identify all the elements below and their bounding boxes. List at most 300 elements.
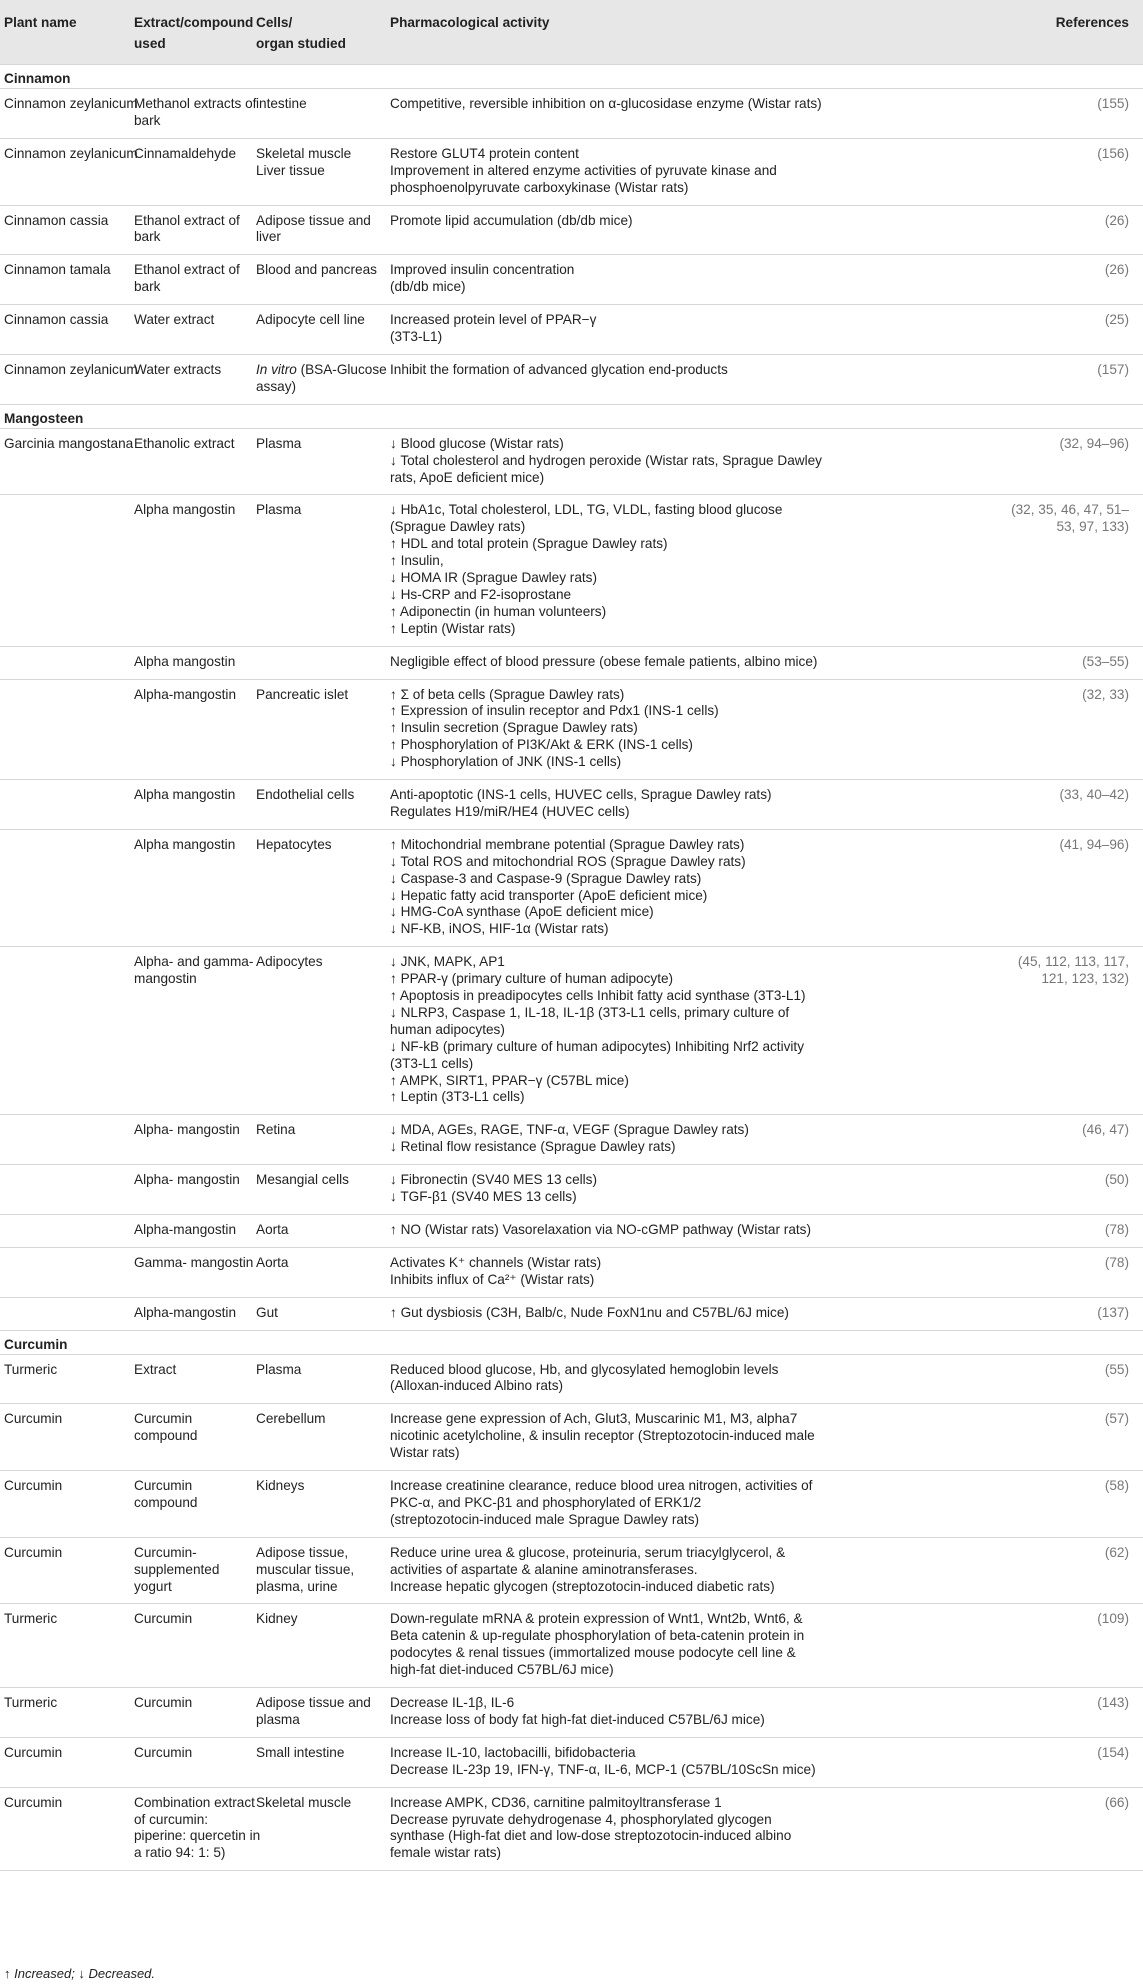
cell-organ [256,213,371,247]
cell-extract [134,1362,176,1379]
cell-line: ↓ Hs-CRP and F2-isoprostane [390,586,572,602]
cell-extract [134,1222,236,1239]
header-cells: Cells/ organ studied [256,15,346,51]
cell-extract [134,1545,219,1596]
cell-line: nicotinic acetylcholine, & insulin receptor (Streptozotocin-induced male [390,1428,815,1444]
row-divider [0,946,1143,947]
cell-organ [256,362,387,396]
cell-line: ↓ HbA1c, Total cholesterol, LDL, TG, VLDL, fasting blood glucose [390,502,783,518]
cell-extract [134,96,256,130]
cell-line: Competitive, reversible inhibition on α-glucosidase enzyme (Wistar rats) [390,96,822,111]
cell-activity [390,502,782,637]
reference-link[interactable]: (50) [1104,1172,1129,1188]
cell-line: synthase (High-fat diet and low-dose streptozotocin-induced albino [390,1828,792,1844]
cell-line: Anti-apoptotic (INS-1 cells, HUVEC cells, Sprague Dawley rats) [390,787,772,802]
cell-line: PKC-α, and PKC-β1 and phosphorylated of ERK1/2 [390,1494,702,1510]
cell-line: Curcumin [134,1478,193,1493]
row-divider [0,1354,1143,1355]
reference-link[interactable]: (137) [1097,1304,1129,1320]
table-row [0,1737,1143,1787]
header-references: References [1055,15,1129,30]
cell-line: ↑ Phosphorylation of PI3K/Akt & ERK (INS-1 cells) [390,737,693,753]
cell-activity [390,654,817,671]
cell-line: Cinnamon cassia [4,212,109,228]
table-row [0,1247,1143,1297]
cell-line: (Alloxan-induced Albino rats) [390,1378,564,1394]
table-row [0,138,1143,205]
table-row [0,1403,1143,1470]
cell-line: bark [134,229,161,245]
table-row [0,1470,1143,1537]
reference-link[interactable]: (62) [1104,1544,1129,1560]
cell-references [1059,787,1129,804]
cell-line: Curcumin [134,1744,193,1760]
cell-references [1018,954,1129,988]
cell-references [1105,312,1129,329]
cell-line: Methanol extracts of [134,96,257,111]
cell-line: Improvement in altered enzyme activities of pyruvate kinase and [390,162,777,178]
cell-line: Ethanolic extract [134,435,235,451]
cell-line: ↑ Leptin (Wistar rats) [390,620,516,636]
cell-line: Adipocytes [256,954,323,970]
section-title: Curcumin [4,1336,68,1352]
cell-extract [134,312,214,329]
reference-link[interactable]: (45, 112, 113, 117, [1017,954,1129,970]
cell-line: ↓ Blood glucose (Wistar rats) [390,435,564,451]
cell-line: ↓ Caspase-3 and Caspase-9 (Sprague Dawley rats) [390,870,702,886]
cell-activity [390,837,746,938]
cell-line: Small intestine [256,1744,345,1760]
cell-line: Kidney [256,1611,298,1627]
cell-extract [134,213,240,247]
row-divider [0,1687,1143,1688]
cell-references [1097,1305,1129,1322]
row-divider [0,1470,1143,1471]
cell-references [1082,654,1129,671]
cell-organ [256,436,301,453]
cell-line: Cinnamon zeylanicum [4,361,138,377]
cell-line: Alpha- mangostin [134,1172,240,1188]
table-row [0,494,1143,645]
cell-references [1105,1545,1129,1562]
cell-plant-name [4,1478,62,1495]
cell-line: Curcumin- [134,1544,197,1560]
cell-line: Adipose tissue, [256,1544,349,1560]
cell-line: a ratio 94: 1: 5) [134,1845,226,1861]
row-divider [0,404,1143,405]
cell-line: bark [134,279,161,295]
cell-line: Decrease IL-1β, IL-6 [390,1695,515,1710]
cell-line: rats, ApoE deficient mice) [390,469,545,485]
cell-line: Curcumin [4,1544,63,1560]
reference-link[interactable]: (58) [1104,1478,1129,1493]
table-row [0,946,1143,1114]
cell-line: Wistar rats) [390,1445,460,1461]
table-row [0,1687,1143,1737]
reference-link[interactable]: (26) [1104,262,1129,278]
cell-line: Alpha-mangostin [134,686,237,702]
cell-line: ↓ Phosphorylation of JNK (INS-1 cells) [390,754,622,770]
row-divider [0,1164,1143,1165]
cell-line: Cinnamon zeylanicum [4,145,138,161]
table-row [0,1164,1143,1214]
table-row [0,1787,1143,1871]
row-divider [0,679,1143,680]
cell-line: ↑ Apoptosis in preadipocytes cells Inhibit fatty acid synthase (3T3-L1) [390,988,806,1003]
cell-line: Increase creatinine clearance, reduce blood urea nitrogen, activities of [390,1478,813,1493]
cell-line: ↑ Expression of insulin receptor and Pdx1 (INS-1 cells) [390,703,719,719]
table-row [0,205,1143,255]
cell-activity [390,146,777,197]
reference-link[interactable]: (25) [1104,312,1129,328]
cell-line: Regulates H19/miR/HE4 (HUVEC cells) [390,803,630,819]
cell-organ [256,687,348,704]
cell-line: ↓ NLRP3, Caspase 1, IL-18, IL-1β (3T3-L1 cells, primary culture of [390,1004,790,1020]
cell-activity [390,787,772,821]
cell-line: Cerebellum [256,1411,326,1427]
cell-extract [134,502,235,519]
cell-organ [256,146,351,180]
reference-link[interactable]: 121, 123, 132) [1041,971,1129,987]
header-activity: Pharmacological activity [390,15,550,30]
cell-line: piperine: quercetin in [134,1828,261,1844]
section-row [0,64,1143,88]
cell-line: Hepatocytes [256,836,332,852]
cell-line: of curcumin: [134,1811,209,1827]
row-divider [0,354,1143,355]
cell-references [1011,502,1129,536]
cell-references [1059,837,1129,854]
cell-line: ↑ Insulin, [390,553,444,569]
cell-extract [134,787,235,804]
cell-line: Water extract [134,312,215,328]
reference-link[interactable]: (78) [1104,1221,1129,1237]
cell-references [1082,687,1129,704]
cell-line: compound [134,1494,198,1510]
row-divider [0,1787,1143,1788]
reference-link[interactable]: (32, 33) [1082,686,1129,702]
cell-organ [256,1545,354,1596]
cell-line: ↓ NF-KB, iNOS, HIF-1α (Wistar rats) [390,921,609,937]
row-divider [0,1214,1143,1215]
reference-link[interactable]: (26) [1104,212,1129,228]
header-plant-name: Plant name [4,15,77,30]
cell-line: ↑ Adiponectin (in human volunteers) [390,603,607,619]
cell-line: Inhibit the formation of advanced glycation end-products [390,361,728,377]
cell-line: Blood and pancreas [256,262,377,278]
cell-organ [256,1222,289,1239]
cell-activity [390,1305,789,1322]
cell-activity [390,1222,811,1239]
cell-line: plasma, urine [256,1578,338,1594]
section-title: Mangosteen [4,410,84,426]
cell-line: Alpha-mangostin [134,1221,237,1237]
cell-line: ↑ Leptin (3T3-L1 cells) [390,1089,525,1105]
cell-line: Cinnamaldehyde [134,145,237,161]
table-row [0,88,1143,138]
cell-line: Alpha- and gamma- [134,954,254,970]
reference-link[interactable]: (78) [1104,1254,1129,1270]
row-divider [0,1603,1143,1604]
cell-references [1082,1122,1129,1139]
cell-line: Alpha mangostin [134,787,236,802]
cell-extract [134,1795,260,1863]
cell-line: Ethanol extract of [134,262,240,278]
cell-organ [256,262,377,279]
row-divider [0,1297,1143,1298]
cell-line: Turmeric [4,1361,58,1377]
cell-extract [134,837,235,854]
cell-line: liver [256,229,281,245]
table-row [0,779,1143,829]
cell-line: Increase loss of body fat high-fat diet-induced C57BL/6J mice) [390,1711,765,1727]
cell-line: ↓ Total ROS and mitochondrial ROS (Sprague Dawley rats) [390,853,746,869]
cell-line: ↓ Hepatic fatty acid transporter (ApoE deficient mice) [390,887,708,903]
cell-line: Curcumin [4,1478,63,1493]
cell-organ [256,837,332,854]
cell-plant-name [4,1611,57,1628]
cell-line: (db/db mice) [390,279,466,295]
cell-extract [134,1172,240,1189]
reference-link[interactable]: (155) [1097,96,1129,111]
cell-line: Turmeric [4,1695,58,1710]
cell-activity [390,213,633,230]
cell-line: (Sprague Dawley rats) [390,519,526,535]
row-divider [0,1330,1143,1331]
cell-references [1097,96,1129,113]
row-divider [0,1537,1143,1538]
cell-line: Curcumin [4,1744,63,1760]
cell-organ [256,787,354,804]
table-row [0,1537,1143,1604]
row-divider [0,88,1143,89]
cell-line: Cinnamon zeylanicum [4,96,138,111]
cell-line: high-fat diet-induced C57BL/6J mice) [390,1662,614,1678]
cell-line: Reduced blood glucose, Hb, and glycosylated hemoglobin levels [390,1361,779,1377]
cell-plant-name [4,312,108,329]
cell-line: activities of aspartate & alanine aminotransferases. [390,1561,698,1577]
cell-line: supplemented [134,1561,220,1577]
section-row [0,1330,1143,1354]
cell-line: Pancreatic islet [256,686,349,702]
cell-line: Ethanol extract of [134,212,240,228]
cell-line: Alpha mangostin [134,653,236,669]
cell-line: assay) [256,378,297,394]
cell-activity [390,262,574,296]
cell-line: Garcinia mangostana [4,435,134,451]
table-row [0,679,1143,780]
row-divider [0,205,1143,206]
cell-line: Combination extract [134,1794,255,1810]
cell-plant-name [4,1545,62,1562]
cell-activity [390,954,806,1106]
cell-line: ↑ Gut dysbiosis (C3H, Balb/c, Nude FoxN1nu and C57BL/6J mice) [390,1304,789,1320]
reference-link[interactable]: (143) [1097,1695,1129,1710]
reference-link[interactable]: (156) [1097,145,1129,161]
reference-link[interactable]: (157) [1097,361,1129,377]
table-row [0,1214,1143,1247]
cell-line: Decrease pyruvate dehydrogenase 4, phosphorylated glycogen [390,1811,772,1827]
table-row [0,304,1143,354]
table-row [0,646,1143,679]
cell-line: Down-regulate mRNA & protein expression of Wnt1, Wnt2b, Wnt6, & [390,1611,803,1627]
cell-line: (3T3-L1) [390,329,443,344]
cell-plant-name [4,436,133,453]
cell-plant-name [4,362,138,379]
cell-activity [390,1411,815,1462]
cell-line: Gut [256,1304,278,1320]
cell-line: Endothelial cells [256,787,355,802]
row-divider [0,428,1143,429]
reference-link[interactable]: (66) [1104,1794,1129,1810]
cell-activity [390,1745,816,1779]
cell-line: ↑ Mitochondrial membrane potential (Sprague Dawley rats) [390,836,745,852]
cell-activity [390,1478,812,1529]
cell-activity [390,1122,749,1156]
cell-extract [134,262,240,296]
reference-link[interactable]: (154) [1097,1744,1129,1760]
table-row [0,829,1143,946]
reference-link[interactable]: (109) [1097,1611,1129,1627]
cell-activity [390,1255,601,1289]
cell-extract [134,1745,192,1762]
reference-link[interactable]: (53–55) [1082,653,1129,669]
cell-line: Extract [134,1361,177,1377]
reference-link[interactable]: (41, 94–96) [1059,836,1129,852]
cell-plant-name [4,1411,62,1428]
cell-line: Skeletal muscle [256,1794,352,1810]
cell-line: Inhibits influx of Ca²⁺ (Wistar rats) [390,1271,595,1287]
cell-line: intestine [256,96,307,111]
row-divider [0,1114,1143,1115]
cell-references [1097,1695,1129,1712]
reference-link[interactable]: (55) [1104,1361,1129,1377]
cell-line: Reduce urine urea & glucose, proteinuria, serum triacylglycerol, & [390,1544,786,1560]
cell-line: Cinnamon tamala [4,262,111,278]
cell-line: Aorta [256,1221,289,1237]
cell-activity [390,1172,597,1206]
cell-plant-name [4,1695,57,1712]
cell-line: ↓ JNK, MAPK, AP1 [390,954,505,970]
cell-line: human adipocytes) [390,1021,505,1037]
cell-references [1105,1255,1129,1272]
cell-activity [390,96,822,113]
cell-extract [134,1478,197,1512]
cell-line: Alpha- mangostin [134,1122,240,1138]
cell-plant-name [4,146,138,163]
cell-line: Adipocyte cell line [256,312,365,328]
cell-organ [256,1305,278,1322]
table-row [0,1603,1143,1687]
cell-line: Curcumin [134,1611,193,1627]
cell-activity [390,1695,765,1729]
row-divider [0,64,1143,65]
row-divider [0,1737,1143,1738]
cell-line: ↓ MDA, AGEs, RAGE, TNF-α, VEGF (Sprague Dawley rats) [390,1122,749,1138]
cell-activity [390,312,596,346]
cell-line: Alpha-mangostin [134,1304,237,1320]
cell-references [1097,1745,1129,1762]
cell-line: Adipose tissue and [256,1695,371,1710]
row-divider [0,304,1143,305]
cell-line: Increase IL-10, lactobacilli, bifidobacteria [390,1744,636,1760]
cell-line: Promote lipid accumulation (db/db mice) [390,212,633,228]
reference-link[interactable]: (33, 40–42) [1059,787,1129,802]
cell-line: ↓ Total cholesterol and hydrogen peroxide (Wistar rats, Sprague Dawley [390,452,822,468]
table-row [0,1297,1143,1330]
cell-extract [134,1411,197,1445]
cell-line: ↓ NF-kB (primary culture of human adipocytes) Inhibiting Nrf2 activity [390,1038,804,1054]
row-divider [0,254,1143,255]
cell-organ [256,1362,301,1379]
cell-line: ↑ PPAR-γ (primary culture of human adipocyte) [390,971,674,987]
cell-line: Beta catenin & up-regulate phosphorylation of beta-catenin protein in [390,1628,805,1644]
cell-line: bark [134,112,161,128]
cell-line: (3T3-L1 cells) [390,1055,474,1071]
cell-line: Decrease IL-23p 19, IFN-γ, TNF-α, IL-6, MCP-1 (C57BL/10ScSn mice) [390,1761,816,1777]
cell-line: compound [134,1428,198,1444]
row-divider [0,646,1143,647]
reference-link[interactable]: (57) [1104,1411,1129,1427]
cell-line: Alpha mangostin [134,502,236,518]
row-divider [0,829,1143,830]
cell-line: Cinnamon cassia [4,312,109,328]
cell-line: muscular tissue, [256,1561,355,1577]
cell-line: Retina [256,1122,296,1138]
cell-organ [256,1255,289,1272]
cell-line: podocytes & renal tissues (immortalized mouse podocyte cell line & [390,1645,796,1661]
cell-line: (streptozotocin-induced male Sprague Dawley rats) [390,1511,700,1527]
cell-references [1105,1795,1129,1812]
cell-references [1105,1478,1129,1495]
cell-organ [256,1695,371,1729]
cell-line: Plasma [256,502,302,518]
reference-link[interactable]: (32, 35, 46, 47, 51– [1011,502,1129,518]
cell-references [1105,1172,1129,1189]
row-divider [0,494,1143,495]
cell-extract [134,1305,236,1322]
cell-line: ↓ HMG-CoA synthase (ApoE deficient mice) [390,904,654,920]
cell-line: Water extracts [134,361,222,377]
cell-plant-name [4,262,111,279]
table-header [0,0,1143,64]
cell-references [1105,1222,1129,1239]
cell-line: Curcumin [134,1695,193,1710]
section-title: Cinnamon [4,71,71,86]
cell-line: ↓ Fibronectin (SV40 MES 13 cells) [390,1172,598,1188]
cell-line: Plasma [256,1361,302,1377]
cell-references [1097,362,1129,379]
cell-activity [390,1362,778,1396]
row-divider [0,138,1143,139]
table-row [0,428,1143,495]
cell-organ [256,1122,295,1139]
reference-link[interactable]: (32, 94–96) [1059,435,1129,451]
reference-link[interactable]: 53, 97, 133) [1056,519,1129,535]
cell-organ [256,1478,304,1495]
cell-line: Negligible effect of blood pressure (obese female patients, albino mice) [390,653,818,669]
cell-line: plasma [256,1711,300,1727]
table-row [0,354,1143,404]
cell-references [1105,1411,1129,1428]
cell-line: ↓ HOMA IR (Sprague Dawley rats) [390,570,597,586]
cell-organ [256,1795,351,1812]
cell-line: Aorta [256,1254,289,1270]
cell-line: Turmeric [4,1611,58,1627]
cell-activity [390,436,822,487]
cell-line: Increase gene expression of Ach, Glut3, Muscarinic M1, M3, alpha7 [390,1411,798,1427]
reference-link[interactable]: (46, 47) [1082,1122,1129,1138]
